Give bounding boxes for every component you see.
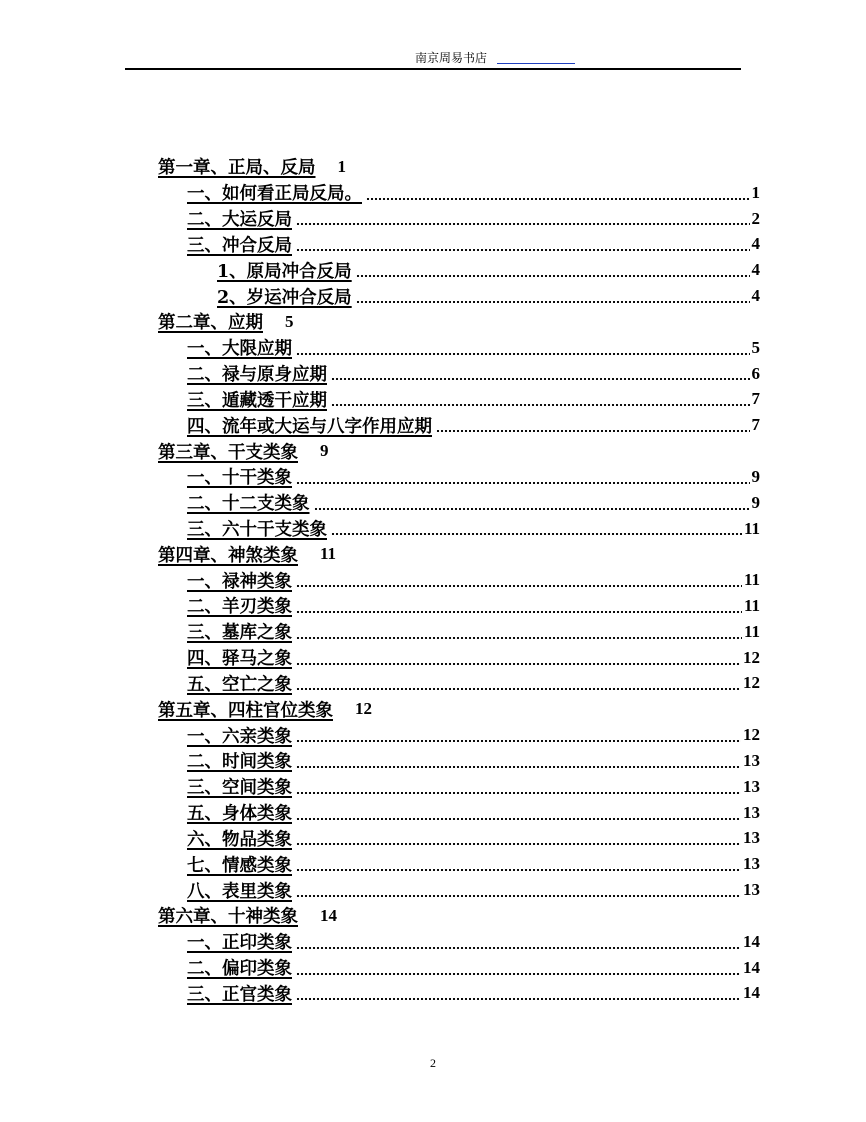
toc-entry-title[interactable]: 四、流年或大运与八字作用应期 [187, 416, 432, 437]
toc-page-number: 13 [743, 828, 760, 848]
toc-section-row[interactable] [158, 671, 760, 697]
page-number: 2 [430, 1056, 436, 1070]
toc-entry-title[interactable]: 三、遁藏透干应期 [187, 390, 327, 411]
toc-page-number: 5 [285, 311, 294, 331]
toc-chapter-row[interactable] [158, 541, 760, 567]
toc-dot-leader [296, 869, 741, 871]
toc-page-number: 9 [751, 492, 760, 512]
toc-dot-leader [296, 947, 741, 949]
toc-entry-title[interactable]: 四、驿马之象 [187, 649, 292, 670]
toc-dot-leader [366, 198, 750, 200]
toc-page-number: 11 [743, 570, 760, 590]
toc-page-number: 12 [743, 673, 760, 693]
toc-page-number: 4 [751, 286, 760, 306]
toc-entry-title[interactable]: 一、如何看正局反局。 [187, 184, 362, 205]
toc-page-number: 11 [320, 544, 337, 564]
toc-section-row[interactable] [158, 231, 760, 257]
toc-page-number: 13 [743, 776, 760, 796]
toc-entry-title[interactable]: 五、身体类象 [187, 804, 292, 825]
toc-entry-title[interactable]: 二、大运反局 [187, 210, 292, 231]
toc-entry-title[interactable]: 二、十二支类象 [187, 494, 310, 515]
toc-entry-title[interactable]: 二、时间类象 [187, 752, 292, 773]
toc-entry-title[interactable]: 五、空亡之象 [187, 674, 292, 695]
toc-dot-leader [296, 249, 750, 251]
toc-page-number: 1 [337, 156, 346, 176]
toc-section-row[interactable] [158, 206, 760, 232]
toc-section-row[interactable] [158, 851, 760, 877]
toc-page-number: 5 [751, 337, 760, 357]
toc-section-row[interactable] [158, 361, 760, 387]
toc-page-number: 11 [743, 621, 760, 641]
toc-chapter-row[interactable] [158, 309, 760, 335]
toc-entry-title[interactable]: 三、空间类象 [187, 778, 292, 799]
toc-page-number: 1 [751, 182, 760, 202]
toc-dot-leader [296, 611, 742, 613]
toc-page-number: 12 [355, 699, 372, 719]
toc-section-row[interactable] [158, 645, 760, 671]
toc-section-row[interactable] [158, 722, 760, 748]
toc-entry-title[interactable]: 八、表里类象 [187, 881, 292, 902]
toc-dot-leader [296, 482, 750, 484]
toc-dot-leader [296, 792, 741, 794]
toc-entry-title[interactable]: 六、物品类象 [187, 829, 292, 850]
toc-entry-title[interactable]: 第一章、正局、反局 [158, 158, 316, 179]
toc-page-number: 9 [320, 441, 329, 461]
toc-entry-title[interactable]: 1、原局冲合反局 [217, 261, 352, 282]
toc-page-number: 13 [743, 802, 760, 822]
toc-dot-leader [356, 301, 750, 303]
toc-page-number: 14 [743, 957, 760, 977]
toc-page-number: 12 [743, 725, 760, 745]
toc-section-row[interactable] [158, 464, 760, 490]
toc-entry-title[interactable]: 第四章、神煞类象 [158, 545, 298, 566]
toc-entry-title[interactable]: 七、情感类象 [187, 855, 292, 876]
toc-page-number: 11 [743, 595, 760, 615]
toc-entry-title[interactable]: 三、六十干支类象 [187, 520, 327, 540]
toc-dot-leader [296, 663, 741, 665]
toc-dot-leader [296, 740, 741, 742]
toc-entry-title[interactable]: 三、正官类象 [187, 984, 292, 1005]
toc-entry-title[interactable]: 二、羊刃类象 [187, 597, 292, 618]
toc-page-number: 11 [743, 518, 760, 538]
toc-entry-title[interactable]: 一、正印类象 [187, 933, 292, 954]
toc-section-row[interactable] [158, 386, 760, 412]
toc-dot-leader [314, 508, 750, 510]
toc-page-number: 12 [743, 647, 760, 667]
toc-section-row[interactable] [158, 877, 760, 903]
header-publisher: 南京周易书店 [415, 51, 488, 65]
toc-page-number: 14 [743, 983, 760, 1003]
toc-entry-title[interactable]: 一、十干类象 [187, 468, 292, 489]
toc-subsection-row[interactable] [158, 283, 760, 309]
toc-entry-title[interactable]: 2、岁运冲合反局 [217, 287, 352, 308]
toc-section-row[interactable] [158, 567, 760, 593]
toc-page-number: 9 [751, 466, 760, 486]
toc-entry-title[interactable]: 第二章、应期 [158, 313, 263, 334]
toc-section-row[interactable] [158, 619, 760, 645]
toc-section-row[interactable] [158, 981, 760, 1007]
toc-entry-title[interactable]: 二、禄与原身应期 [187, 365, 327, 386]
toc-entry-title[interactable]: 第三章、干支类象 [158, 442, 298, 463]
toc-dot-leader [296, 688, 741, 690]
toc-entry-title[interactable]: 一、禄神类象 [187, 571, 292, 592]
toc-section-row[interactable] [158, 335, 760, 361]
header-blank-line [497, 63, 575, 64]
toc-page-number: 13 [743, 854, 760, 874]
toc-page-number: 6 [751, 363, 760, 383]
toc-section-row[interactable] [158, 929, 760, 955]
toc-section-row[interactable] [158, 516, 760, 542]
toc-section-row[interactable] [158, 593, 760, 619]
page-header [125, 50, 741, 70]
toc-dot-leader [296, 818, 741, 820]
toc-page-number: 7 [751, 389, 760, 409]
toc-dot-leader [296, 353, 750, 355]
toc-chapter-row[interactable] [158, 696, 760, 722]
toc-dot-leader [296, 973, 741, 975]
toc-section-row[interactable] [158, 180, 760, 206]
toc-entry-title[interactable]: 第五章、四柱官位类象 [158, 700, 333, 721]
toc-dot-leader [331, 378, 750, 380]
toc-dot-leader [331, 404, 750, 406]
toc-dot-leader [436, 430, 750, 432]
toc-section-row[interactable] [158, 412, 760, 438]
toc-dot-leader [296, 637, 742, 639]
toc-dot-leader [296, 223, 750, 225]
toc-page-number: 4 [751, 260, 760, 280]
toc-section-row[interactable] [158, 955, 760, 981]
toc-dot-leader [331, 533, 742, 535]
toc-dot-leader [296, 766, 741, 768]
toc-chapter-row[interactable] [158, 903, 760, 929]
toc-subsection-row[interactable] [158, 257, 760, 283]
toc-chapter-row[interactable] [158, 154, 760, 180]
toc-page-number: 7 [751, 415, 760, 435]
toc-entry-title[interactable]: 一、大限应期 [187, 339, 292, 360]
toc-page-number: 13 [743, 880, 760, 900]
toc-page-number: 13 [743, 750, 760, 770]
toc-entry-title[interactable]: 三、冲合反局 [187, 235, 292, 256]
toc-section-row[interactable] [158, 800, 760, 826]
toc-dot-leader [296, 895, 741, 897]
toc-dot-leader [296, 998, 741, 1000]
toc-page-number: 2 [751, 208, 760, 228]
toc-entry-title[interactable]: 一、六亲类象 [187, 726, 292, 747]
toc-dot-leader [296, 585, 742, 587]
toc-section-row[interactable] [158, 748, 760, 774]
toc-page-number: 4 [751, 234, 760, 254]
toc-section-row[interactable] [158, 826, 760, 852]
toc-entry-title[interactable]: 二、偏印类象 [187, 959, 292, 980]
toc-section-row[interactable] [158, 774, 760, 800]
toc-dot-leader [356, 275, 750, 277]
toc-page-number: 14 [743, 931, 760, 951]
toc-entry-title[interactable]: 第六章、十神类象 [158, 907, 298, 928]
toc-page-number: 14 [320, 905, 337, 925]
toc-dot-leader [296, 843, 741, 845]
toc-entry-title[interactable]: 三、墓库之象 [187, 623, 292, 644]
toc-chapter-row[interactable] [158, 438, 760, 464]
table-of-contents [158, 154, 760, 1006]
toc-section-row[interactable] [158, 490, 760, 516]
